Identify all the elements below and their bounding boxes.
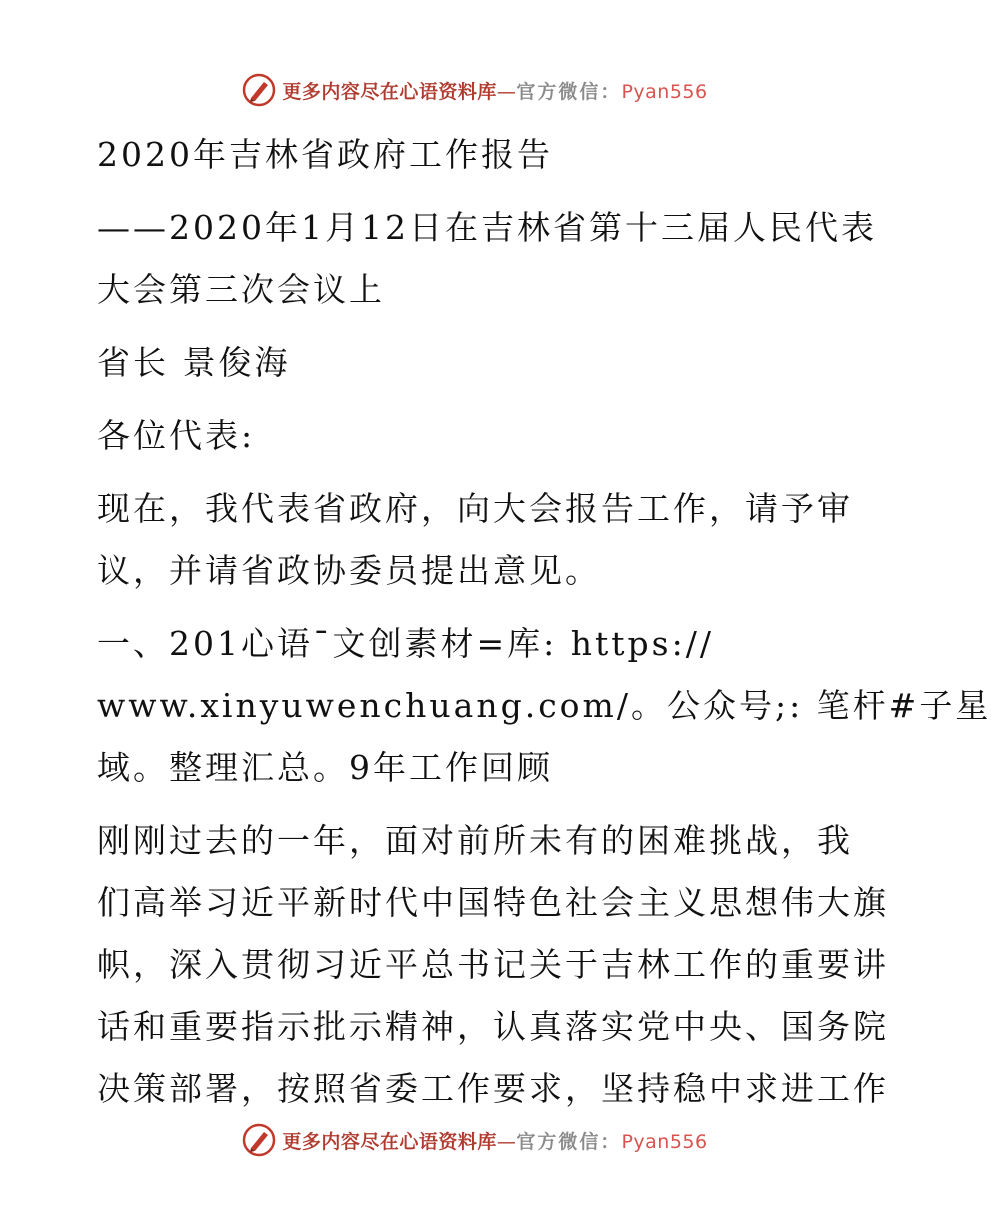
document-body xyxy=(97,124,991,1120)
watermark-wechat-id: Pyan556 xyxy=(621,80,708,103)
watermark-text xyxy=(282,77,707,104)
watermark-text xyxy=(282,1127,707,1154)
watermark-separator: — xyxy=(496,80,517,103)
watermark-wechat-id: Pyan556 xyxy=(621,1130,708,1153)
watermark-main: 更多内容尽在心语资料库 xyxy=(282,80,497,103)
doc-subtitle-line-1: ——2020年1月12日在吉林省第十三届人民代表 xyxy=(97,208,877,247)
pen-logo-icon xyxy=(242,1123,276,1157)
paragraph-1-line-2: 议，并请省政协委员提出意见。 xyxy=(97,551,601,590)
paragraph-2-line-1: 刚刚过去的一年，面对前所未有的困难挑战，我 xyxy=(97,821,853,860)
watermark-banner-top xyxy=(0,70,950,110)
paragraph-2-line-5: 决策部署，按照省委工作要求，坚持稳中求进工作 xyxy=(97,1069,889,1108)
section-heading-line-2: www.xinyuwenchuang.com/。公众号;: 笔杆#子星 xyxy=(97,686,991,725)
pen-logo-icon xyxy=(242,73,276,107)
watermark-wechat-label: 官方微信： xyxy=(516,80,622,103)
paragraph-1-line-1: 现在，我代表省政府，向大会报告工作，请予审 xyxy=(97,489,853,528)
doc-subtitle-line-2: 大会第三次会议上 xyxy=(97,270,385,309)
section-heading-line-1: 一、201心语¯文创素材=库: https:// xyxy=(97,624,714,663)
paragraph-2-line-3: 帜，深入贯彻习近平总书记关于吉林工作的重要讲 xyxy=(97,945,889,984)
watermark-banner-bottom xyxy=(0,1120,950,1160)
doc-title: 2020年吉林省政府工作报告 xyxy=(97,135,553,174)
section-heading-line-3: 域。整理汇总。9年工作回顾 xyxy=(97,748,553,787)
doc-salutation: 各位代表: xyxy=(97,416,256,455)
watermark-wechat-label: 官方微信： xyxy=(516,1130,622,1153)
watermark-separator: — xyxy=(496,1130,517,1153)
watermark-main: 更多内容尽在心语资料库 xyxy=(282,1130,497,1153)
paragraph-2-line-4: 话和重要指示批示精神，认真落实党中央、国务院 xyxy=(97,1007,889,1046)
paragraph-2-line-2: 们高举习近平新时代中国特色社会主义思想伟大旗 xyxy=(97,883,889,922)
doc-author: 省长 景俊海 xyxy=(97,343,291,382)
